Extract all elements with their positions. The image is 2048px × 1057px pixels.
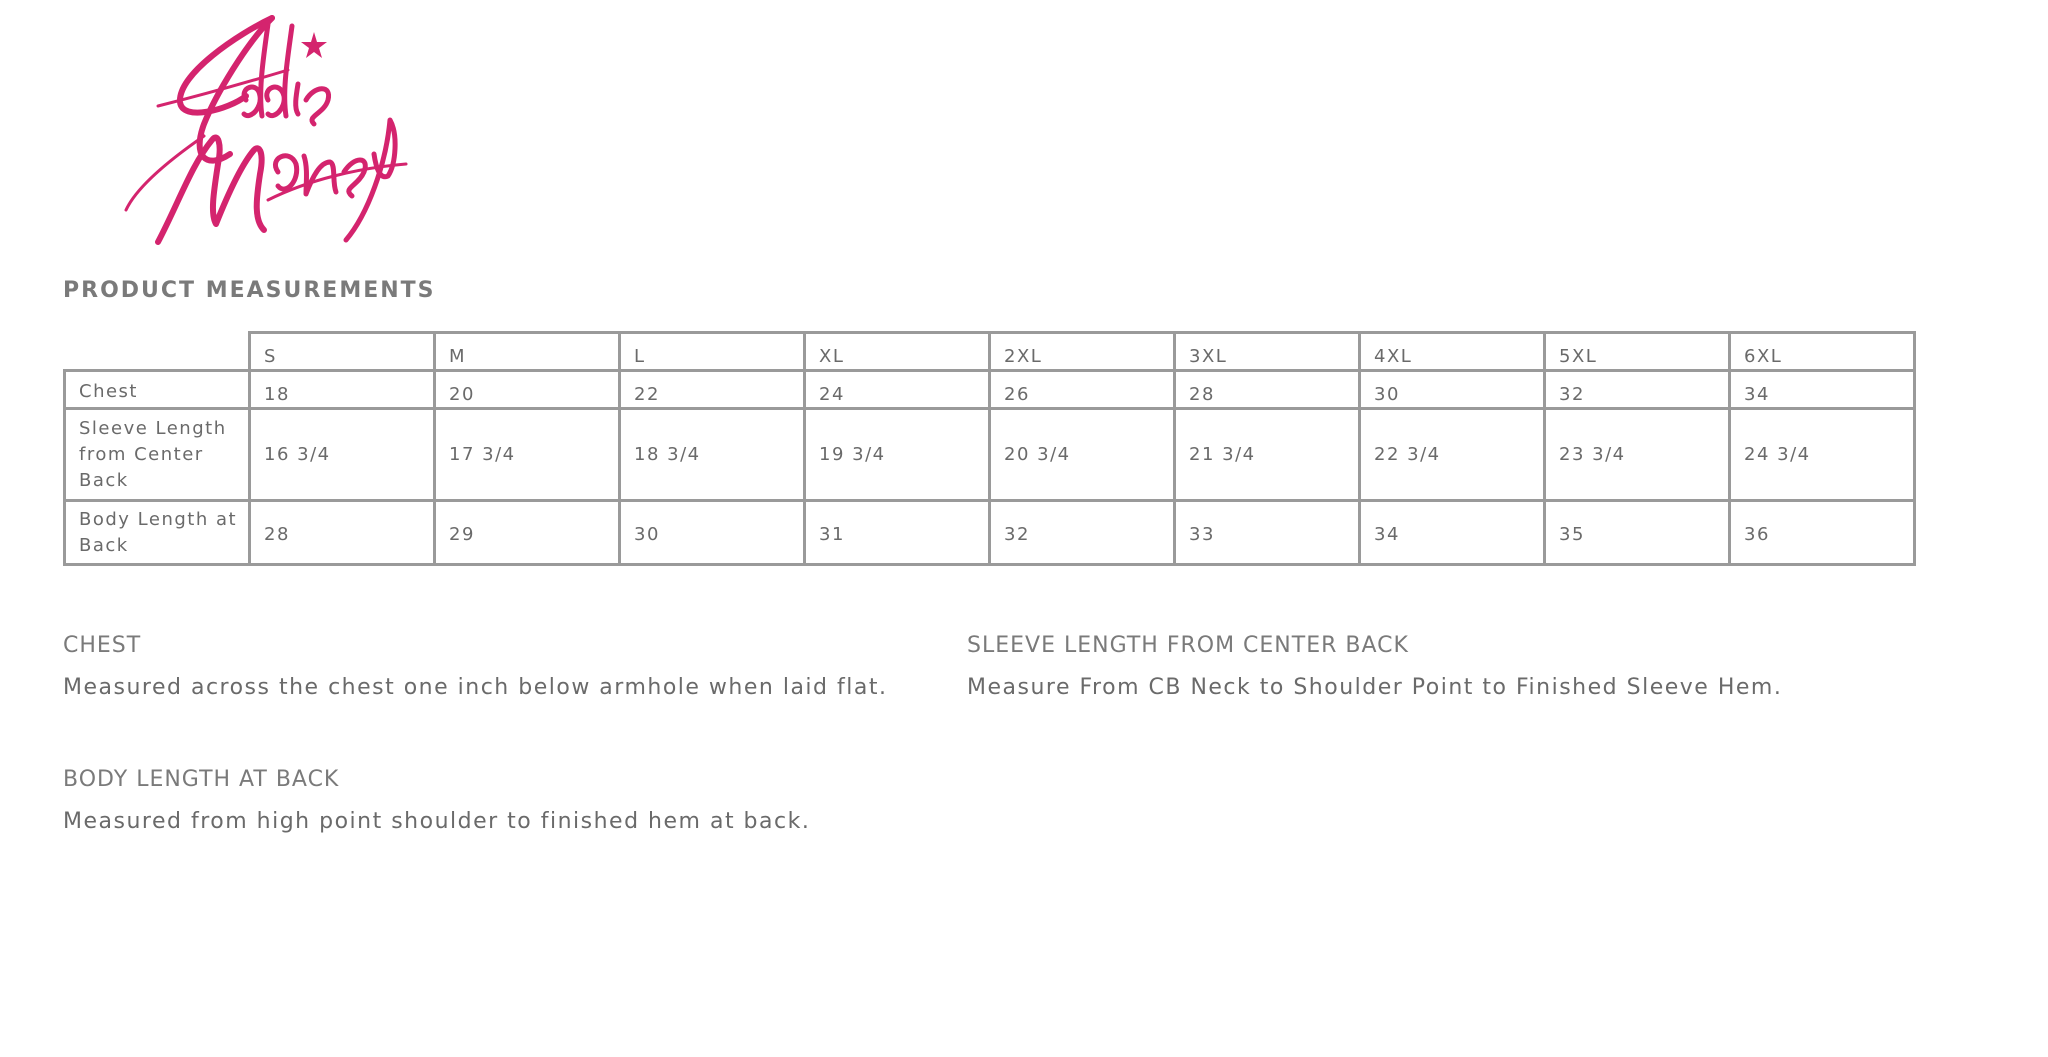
table-cell: 23 3/4 bbox=[1545, 409, 1730, 501]
table-cell: 20 3/4 bbox=[990, 409, 1175, 501]
table-cell: 16 3/4 bbox=[250, 409, 435, 501]
table-cell: 17 3/4 bbox=[435, 409, 620, 501]
chest-definition-title: CHEST bbox=[63, 633, 142, 658]
size-header-m: M bbox=[435, 333, 620, 371]
size-chart-table bbox=[63, 331, 1916, 566]
table-cell: 20 bbox=[435, 371, 620, 409]
size-header-3xl: 3XL bbox=[1175, 333, 1360, 371]
table-cell: 32 bbox=[1545, 371, 1730, 409]
table-corner-cell bbox=[65, 333, 250, 371]
row-label-sleeve-length: Sleeve Length from Center Back bbox=[65, 409, 250, 501]
size-header-l: L bbox=[620, 333, 805, 371]
table-cell: 33 bbox=[1175, 501, 1360, 565]
table-cell: 28 bbox=[250, 501, 435, 565]
sleeve-definition-title: SLEEVE LENGTH FROM CENTER BACK bbox=[967, 633, 1409, 658]
size-header-6xl: 6XL bbox=[1730, 333, 1915, 371]
size-header-4xl: 4XL bbox=[1360, 333, 1545, 371]
body-length-definition-title: BODY LENGTH AT BACK bbox=[63, 767, 340, 792]
table-cell: 30 bbox=[1360, 371, 1545, 409]
table-cell: 26 bbox=[990, 371, 1175, 409]
chest-definition bbox=[63, 632, 887, 702]
table-cell: 21 3/4 bbox=[1175, 409, 1360, 501]
table-cell: 24 3/4 bbox=[1730, 409, 1915, 501]
product-measurements-title: PRODUCT MEASUREMENTS bbox=[63, 278, 436, 303]
table-cell: 24 bbox=[805, 371, 990, 409]
table-cell: 31 bbox=[805, 501, 990, 565]
eddie-money-logo bbox=[118, 4, 408, 254]
eddie-money-signature-icon bbox=[118, 4, 408, 254]
table-cell: 22 3/4 bbox=[1360, 409, 1545, 501]
table-cell: 34 bbox=[1730, 371, 1915, 409]
table-cell: 18 3/4 bbox=[620, 409, 805, 501]
body-length-definition bbox=[63, 766, 810, 836]
table-cell: 22 bbox=[620, 371, 805, 409]
table-cell: 19 3/4 bbox=[805, 409, 990, 501]
sleeve-definition-text: Measure From CB Neck to Shoulder Point to Finished Sleeve Hem. bbox=[967, 675, 1783, 700]
table-cell: 29 bbox=[435, 501, 620, 565]
size-header-5xl: 5XL bbox=[1545, 333, 1730, 371]
body-length-definition-text: Measured from high point shoulder to finished hem at back. bbox=[63, 809, 811, 834]
row-label-chest: Chest bbox=[65, 371, 250, 409]
table-cell: 18 bbox=[250, 371, 435, 409]
size-header-xl: XL bbox=[805, 333, 990, 371]
row-label-body-length: Body Length at Back bbox=[65, 501, 250, 565]
table-cell: 35 bbox=[1545, 501, 1730, 565]
table-cell: 32 bbox=[990, 501, 1175, 565]
size-header-2xl: 2XL bbox=[990, 333, 1175, 371]
table-cell: 36 bbox=[1730, 501, 1915, 565]
table-row bbox=[65, 371, 1915, 409]
size-header-s: S bbox=[250, 333, 435, 371]
table-cell: 34 bbox=[1360, 501, 1545, 565]
table-header-row bbox=[65, 333, 1915, 371]
table-cell: 30 bbox=[620, 501, 805, 565]
table-cell: 28 bbox=[1175, 371, 1360, 409]
table-row bbox=[65, 409, 1915, 501]
chest-definition-text: Measured across the chest one inch below armhole when laid flat. bbox=[63, 675, 888, 700]
sleeve-definition bbox=[967, 632, 1782, 702]
table-row bbox=[65, 501, 1915, 565]
